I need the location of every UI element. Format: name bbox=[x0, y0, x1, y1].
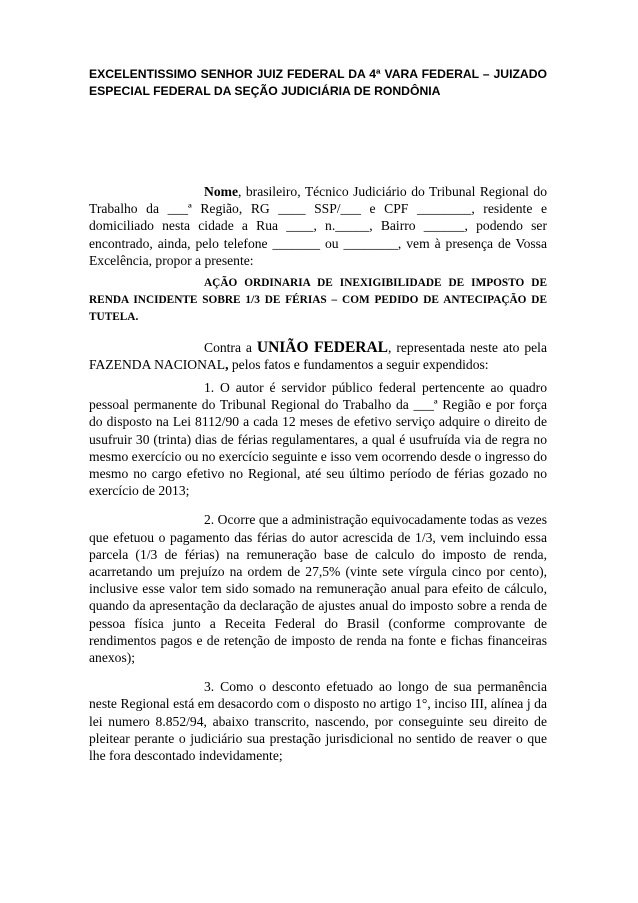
against-suffix: pelos fatos e fundamentos a seguir expendidos: bbox=[228, 356, 489, 372]
action-title-text: AÇÃO ORDINARIA DE INEXIGIBILIDADE DE IMPOSTO DE RENDA INCIDENTE SOBRE 1/3 DE FÉRIAS – COM PEDIDO DE ANTECIPAÇÃO DE TUTELA. bbox=[89, 277, 547, 324]
defendant-name: UNIÃO FEDERAL bbox=[256, 338, 389, 356]
against-paragraph bbox=[89, 339, 547, 373]
paragraph-3: 3. Como o desconto efetuado ao longo de sua permanência neste Regional está em desacordo com o disposto no artigo 1°, inciso III, alínea j da lei numero 8.852/94, abaixo transcrito, nascendo, por conseguinte seu direito de pleitear perante o judiciário sua prestação jurisdicional no sentido de reaver o que lhe fora descontado indevidamente; bbox=[89, 679, 547, 764]
qualification-text: , brasileiro, Técnico Judiciário do Tribunal Regional do Trabalho da ___ª Região, RG ____ SSP/___ e CPF ________, residente e domiciliado nesta cidade a Rua ____, n._____, Bairro ______, podendo ser encontrado, ainda, pelo telefone _______ ou ________, vem à presença de Vossa Excelência, propor a presente: bbox=[89, 184, 547, 268]
court-addressee: EXCELENTISSIMO SENHOR JUIZ FEDERAL DA 4ª VARA FEDERAL – JUIZADO ESPECIAL FEDERAL DA SEÇÃO JUDICIÁRIA DE RONDÔNIA bbox=[89, 67, 547, 98]
action-title bbox=[89, 275, 547, 327]
plaintiff-name: Nome bbox=[204, 184, 238, 199]
qualification-paragraph bbox=[89, 183, 547, 269]
paragraph-1: 1. O autor é servidor público federal pertencente ao quadro pessoal permanente do Tribunal Regional do Trabalho da ___ª Região e por força do disposto na Lei 8112/90 a cada 12 meses de efetivo serviço adquire o direito de usufruir 30 (trinta) dias de férias regulamentares, a qual é usufruída via de regra no mesmo exercício ou no exercício seguinte e isso vem ocorrendo desde o ingresso do mesmo no cargo efetivo no Regional, até seu último período de férias gozado no exercício de 2013; bbox=[89, 380, 547, 499]
against-middle: , representada neste ato pela FAZENDA NACIONAL bbox=[89, 339, 547, 372]
document-body bbox=[89, 183, 547, 764]
against-comma: , bbox=[225, 356, 229, 372]
document-header bbox=[89, 66, 547, 100]
against-prefix: Contra a bbox=[204, 339, 257, 355]
paragraph-2: 2. Ocorre que a administração equivocadamente todas as vezes que efetuou o pagamento das férias do autor acrescida de 1/3, vem incluindo essa parcela (1/3 de férias) na remuneração base de calculo do imposto de renda, acarretando um prejuízo na ordem de 27,5% (vinte sete vírgula cinco por cento), inclusive esse valor tem sido somado na remuneração anual para efeito de cálculo, quando da apresentação da declaração de ajustes anual do imposto sobre a renda de pessoa física junto a Receita Federal do Brasil (conforme comprovante de rendimentos pagos e de retenção de imposto de renda na fonte e fichas financeiras anexos); bbox=[89, 512, 547, 666]
